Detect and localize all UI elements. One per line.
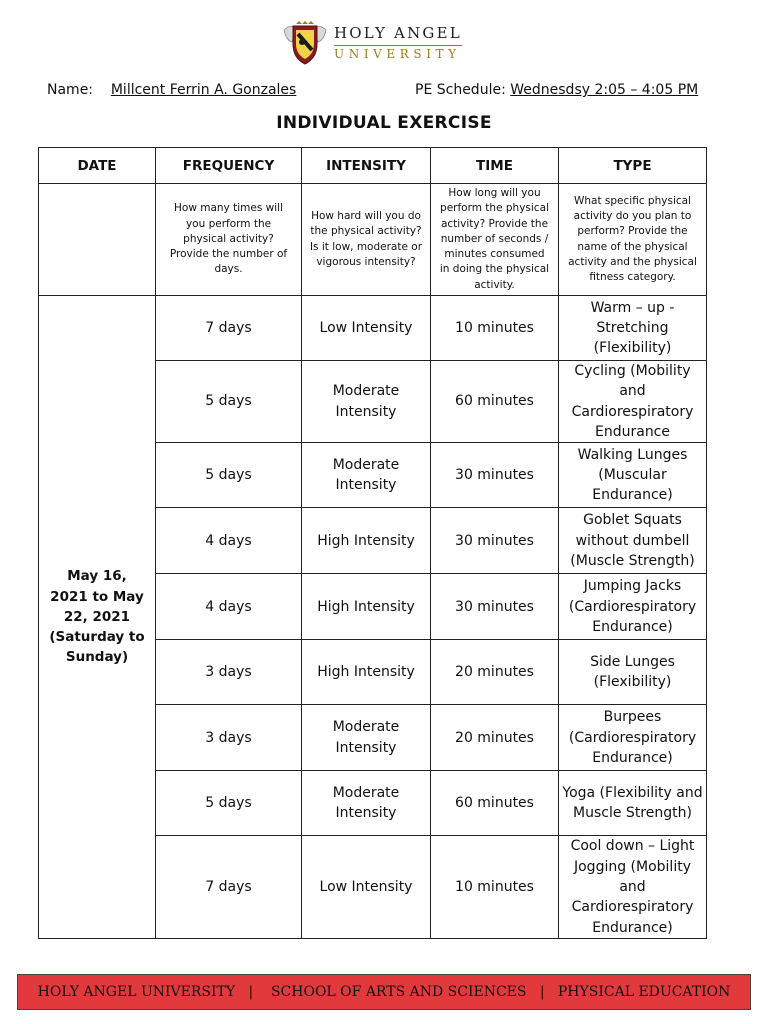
cell-type: Goblet Squats without dumbell (Muscle Strength) (559, 508, 707, 574)
header-intensity: INTENSITY (302, 148, 431, 184)
table-header-row (39, 148, 707, 184)
footer-banner: HOLY ANGEL UNIVERSITY | SCHOOL OF ARTS AND SCIENCES | PHYSICAL EDUCATION (17, 974, 751, 1010)
cell-intensity: Low Intensity (302, 296, 431, 361)
cell-type: Burpees (Cardiorespiratory Endurance) (559, 705, 707, 771)
cell-frequency: 3 days (156, 705, 302, 771)
question-row (39, 184, 707, 296)
cell-type: Cool down – Light Jogging (Mobility and Cardiorespiratory Endurance) (559, 836, 707, 939)
cell-time: 30 minutes (431, 443, 559, 508)
question-time: How long will you perform the physical activity? Provide the number of seconds / minutes consumed in doing the physical activity. (431, 184, 559, 296)
name-value: Millcent Ferrin A. Gonzales (110, 82, 297, 98)
cell-type: Warm – up - Stretching (Flexibility) (559, 296, 707, 361)
student-name (47, 82, 296, 98)
university-logo (282, 20, 472, 66)
date-range: May 16, 2021 to May 22, 2021 (Saturday to Sunday) (39, 296, 156, 939)
cell-time: 20 minutes (431, 640, 559, 705)
cell-frequency: 5 days (156, 443, 302, 508)
logo-title: HOLY ANGEL (334, 24, 462, 42)
cell-type: Yoga (Flexibility and Muscle Strength) (559, 771, 707, 836)
cell-time: 20 minutes (431, 705, 559, 771)
cell-intensity: Moderate Intensity (302, 705, 431, 771)
header-date: DATE (39, 148, 156, 184)
cell-frequency: 7 days (156, 836, 302, 939)
cell-intensity: High Intensity (302, 574, 431, 640)
question-frequency: How many times will you perform the physical activity? Provide the number of days. (156, 184, 302, 296)
cell-intensity: Low Intensity (302, 836, 431, 939)
name-label: Name: (47, 82, 94, 98)
cell-frequency: 4 days (156, 574, 302, 640)
cell-time: 60 minutes (431, 361, 559, 443)
cell-frequency: 5 days (156, 771, 302, 836)
schedule-label: PE Schedule: (415, 82, 506, 98)
cell-frequency: 3 days (156, 640, 302, 705)
schedule-value: Wednesdsy 2:05 – 4:05 PM (510, 82, 699, 98)
question-intensity: How hard will you do the physical activity? Is it low, moderate or vigorous intensity? (302, 184, 431, 296)
cell-intensity: Moderate Intensity (302, 771, 431, 836)
cell-type: Cycling (Mobility and Cardiorespiratory Endurance (559, 361, 707, 443)
cell-frequency: 4 days (156, 508, 302, 574)
question-type: What specific physical activity do you plan to perform? Provide the name of the physical activity and the physical fitness category. (559, 184, 707, 296)
question-date (39, 184, 156, 296)
cell-time: 30 minutes (431, 508, 559, 574)
cell-intensity: Moderate Intensity (302, 443, 431, 508)
page-title: INDIVIDUAL EXERCISE (276, 113, 492, 133)
cell-frequency: 7 days (156, 296, 302, 361)
cell-time: 10 minutes (431, 296, 559, 361)
cell-type: Walking Lunges (Muscular Endurance) (559, 443, 707, 508)
header-frequency: FREQUENCY (156, 148, 302, 184)
table-row (39, 296, 707, 361)
cell-intensity: High Intensity (302, 508, 431, 574)
pe-schedule (415, 82, 698, 98)
cell-intensity: High Intensity (302, 640, 431, 705)
cell-type: Side Lunges (Flexibility) (559, 640, 707, 705)
university-crest-icon (282, 20, 328, 66)
header-type: TYPE (559, 148, 707, 184)
cell-time: 30 minutes (431, 574, 559, 640)
logo-subtitle: UNIVERSITY (334, 47, 461, 61)
exercise-table (38, 147, 707, 939)
cell-intensity: Moderate Intensity (302, 361, 431, 443)
cell-frequency: 5 days (156, 361, 302, 443)
header-time: TIME (431, 148, 559, 184)
cell-time: 10 minutes (431, 836, 559, 939)
cell-type: Jumping Jacks (Cardiorespiratory Endurance) (559, 574, 707, 640)
cell-time: 60 minutes (431, 771, 559, 836)
